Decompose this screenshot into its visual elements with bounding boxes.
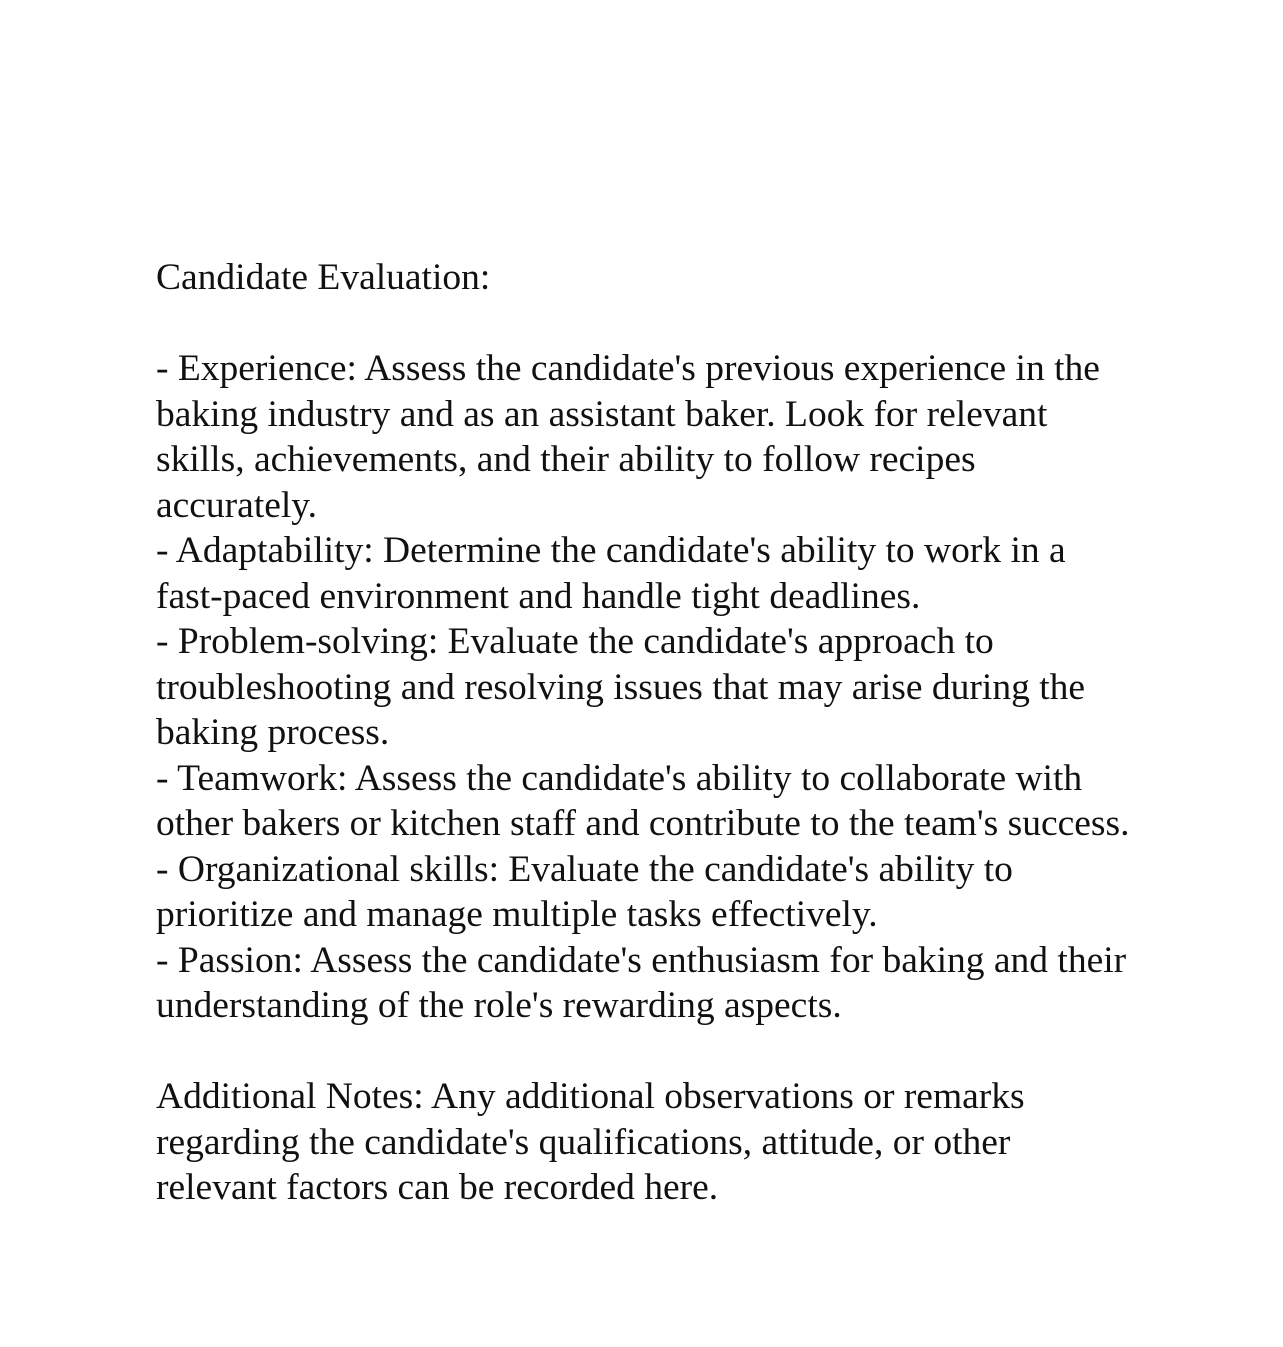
criterion-line: fast-paced environment and handle tight deadlines. [156,575,921,617]
criterion-line: - Experience: Assess the candidate's previous experience in the [156,348,1100,389]
document-page [156,255,1256,1211]
criterion-line: other bakers or kitchen staff and contribute to the team's success. [156,803,1130,844]
criterion-line: - Organizational skills: Evaluate the candidate's ability to [156,848,1013,890]
blank-line [156,1029,1256,1075]
criterion-line: - Problem-solving: Evaluate the candidate's approach to [156,621,994,662]
criterion-line: - Teamwork: Assess the candidate's ability to collaborate with [156,757,1083,799]
criterion-line: troubleshooting and resolving issues that may arise during the [156,666,1086,708]
criterion-teamwork [156,756,1256,847]
criteria-list [156,346,1256,1029]
document-heading: Candidate Evaluation: [156,257,491,298]
additional-notes [156,1074,1256,1211]
criterion-line: prioritize and manage multiple tasks effectively. [156,894,878,935]
criterion-problem-solving [156,619,1256,756]
criterion-line: understanding of the role's rewarding aspects. [156,985,842,1026]
notes-line: Additional Notes: Any additional observations or remarks [156,1076,1025,1117]
criterion-line: - Passion: Assess the candidate's enthusiasm for baking and their [156,939,1127,981]
blank-line [156,301,1256,347]
criterion-adaptability [156,528,1256,619]
criterion-passion [156,938,1256,1029]
notes-line: regarding the candidate's qualifications, attitude, or other [156,1121,1011,1163]
criterion-line: baking industry and as an assistant baker. Look for relevant [156,393,1048,435]
criterion-line: accurately. [156,484,317,526]
criterion-line: - Adaptability: Determine the candidate's ability to work in a [156,530,1066,571]
criterion-experience [156,346,1256,528]
notes-line: relevant factors can be recorded here. [156,1167,719,1208]
criterion-line: skills, achievements, and their ability to follow recipes [156,439,976,480]
criterion-line: baking process. [156,712,390,753]
criterion-organizational-skills [156,847,1256,938]
